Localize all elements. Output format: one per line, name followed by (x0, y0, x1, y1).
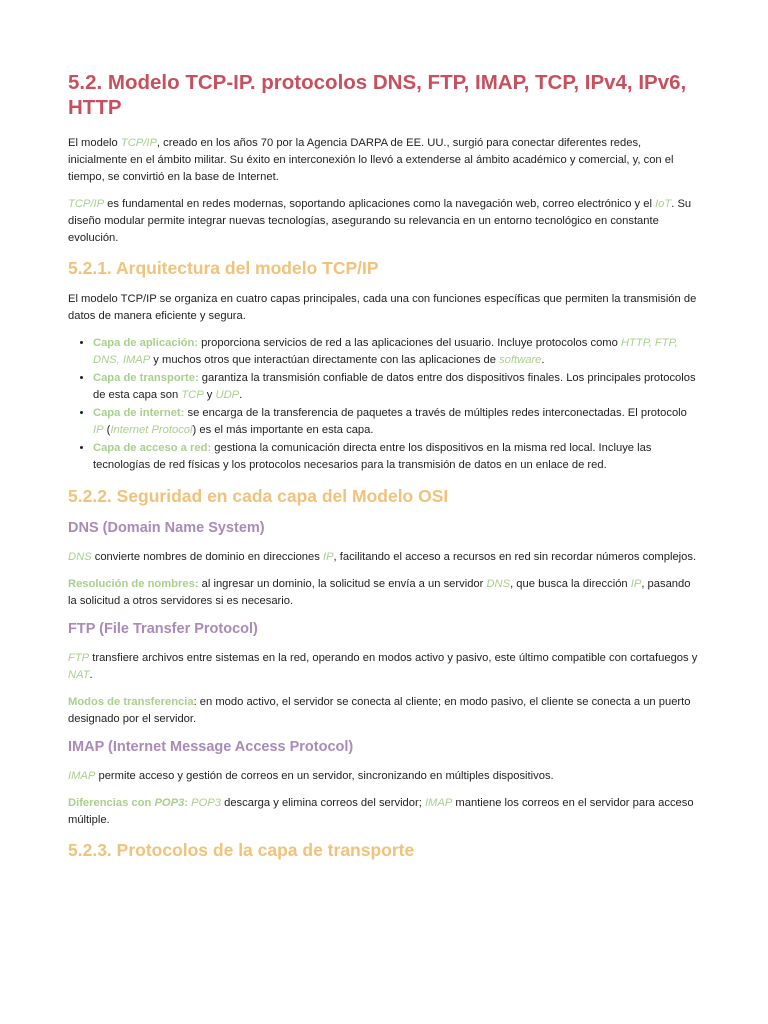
list-item-application-layer: • Capa de aplicación: proporciona servicios de red a las aplicaciones del usuario. Incluye protocolos como HTTP, FTP, DNS, IMAP y muchos otros que interactúan directamente con las aplicaciones de software. (93, 335, 700, 369)
section-heading-5-2-2: 5.2.2. Seguridad en cada capa del Modelo OSI (68, 486, 449, 506)
section-5-2-1-paragraph: El modelo TCP/IP se organiza en cuatro capas principales, cada una con funciones específicas que permiten la transmisión de datos de manera eficiente y segura. (68, 293, 697, 322)
section-heading-5-2-3: 5.2.3. Protocolos de la capa de transporte (68, 840, 415, 860)
subsection-heading-dns: DNS (Domain Name System) (68, 520, 265, 536)
subsection-heading-ftp: FTP (File Transfer Protocol) (68, 621, 258, 637)
subsection-heading-imap: IMAP (Internet Message Access Protocol) (68, 739, 354, 755)
dns-paragraph-2: Resolución de nombres: al ingresar un dominio, la solicitud se envía a un servidor DNS, que busca la dirección IP, pasando la solicitud a otros servidores si es necesario. (68, 578, 691, 607)
page-title: 5.2. Modelo TCP-IP. protocolos DNS, FTP, IMAP, TCP, IPv4, IPv6, HTTP (68, 71, 687, 119)
layers-list (68, 335, 700, 474)
intro-paragraph-1: El modelo TCP/IP, creado en los años 70 por la Agencia DARPA de EE. UU., surgió para conectar diferentes redes, inicialmente en el ámbito militar. Su éxito en interconexión lo llevó a extenderse al ámbito académico y comercial, y, con el tiempo, se convirtió en la base de Internet. (68, 137, 674, 183)
ftp-paragraph-2: Modos de transferencia: en modo activo, el servidor se conecta al cliente; en modo pasivo, el cliente se conecta a un puerto designado por el servidor. (68, 696, 691, 725)
list-item-internet-layer: • Capa de internet: se encarga de la transferencia de paquetes a través de múltiples redes interconectadas. El protocolo IP (Internet Protocol) es el más importante en esta capa. (93, 405, 700, 439)
ftp-paragraph-1: FTP transfiere archivos entre sistemas en la red, operando en modos activo y pasivo, este último compatible con cortafuegos y NAT. (68, 652, 698, 681)
dns-paragraph-1: DNS convierte nombres de dominio en direcciones IP, facilitando el acceso a recursos en red sin recordar números complejos. (68, 551, 697, 563)
list-item-network-access-layer: • Capa de acceso a red: gestiona la comunicación directa entre los dispositivos en la misma red local. Incluye las tecnologías de red físicas y los protocolos necesarios para la transmisión de datos en un enlace de red. (93, 440, 700, 474)
intro-paragraph-2: TCP/IP es fundamental en redes modernas, soportando aplicaciones como la navegación web, correo electrónico y el IoT. Su diseño modular permite integrar nuevas tecnologías, asegurando su relevancia en un entorno tecnológico en constante evolución. (68, 198, 692, 244)
imap-paragraph-2: Diferencias con POP3: POP3 descarga y elimina correos del servidor; IMAP mantiene los correos en el servidor para acceso múltiple. (68, 797, 694, 826)
section-heading-5-2-1: 5.2.1. Arquitectura del modelo TCP/IP (68, 258, 379, 278)
list-item-transport-layer: • Capa de transporte: garantiza la transmisión confiable de datos entre dos dispositivos finales. Los principales protocolos de esta capa son TCP y UDP. (93, 370, 700, 404)
imap-paragraph-1: IMAP permite acceso y gestión de correos en un servidor, sincronizando en múltiples dispositivos. (68, 770, 554, 782)
